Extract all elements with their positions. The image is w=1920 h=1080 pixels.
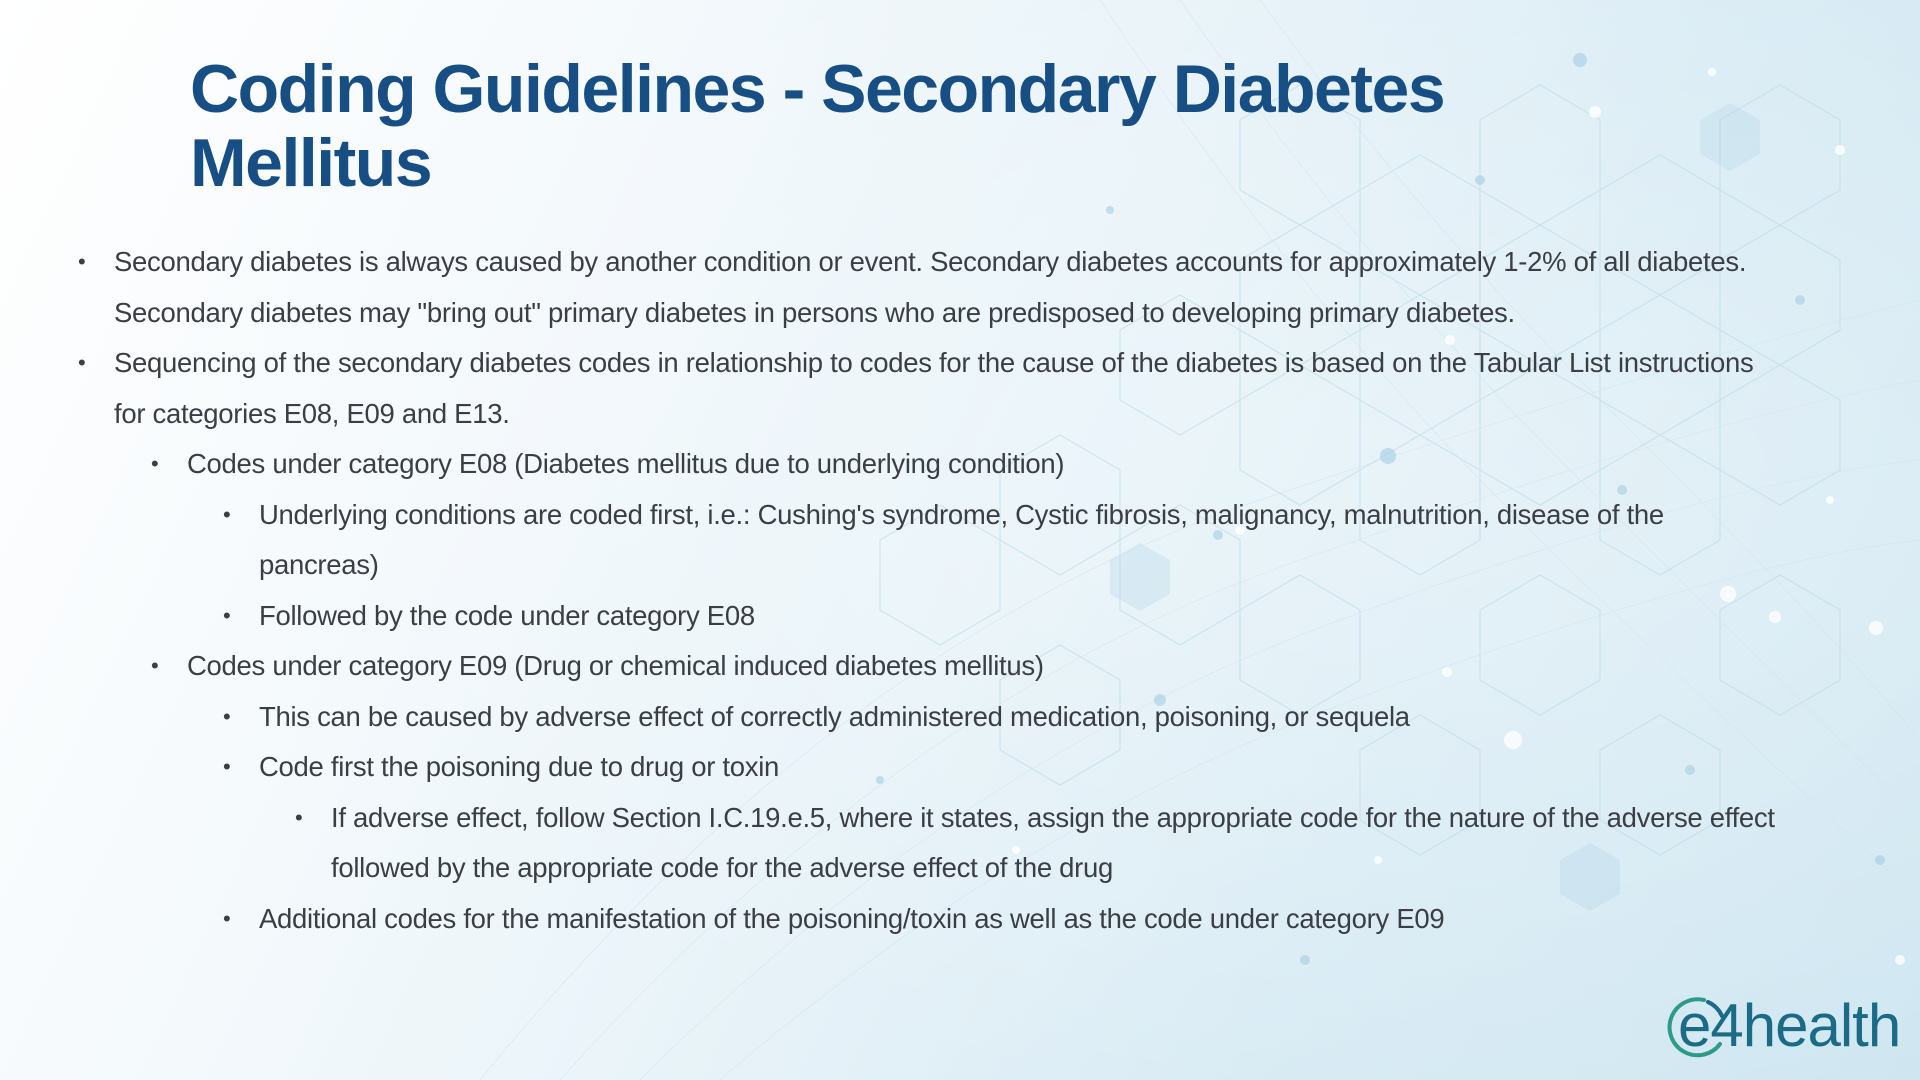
bullet-list — [0, 237, 1840, 944]
list-item-text: Sequencing of the secondary diabetes codes in relationship to codes for the cause of the diabetes is based on the Tabular List instructions for categories E08, E09 and E13. — [114, 347, 1754, 429]
list-item — [78, 237, 1790, 338]
list-item-text: If adverse effect, follow Section I.C.19.e.5, where it states, assign the appropriate code for the nature of the adverse effect followed by the appropriate code for the adverse effect of the drug — [331, 801, 1775, 883]
list-item — [151, 439, 1790, 490]
list-item-text: Underlying conditions are coded first, i.e.: Cushing's syndrome, Cystic fibrosis, malignancy, malnutrition, disease of the pancreas) — [259, 498, 1664, 580]
e4health-logo — [1664, 990, 1900, 1066]
list-item-text: Code first the poisoning due to drug or toxin — [259, 751, 780, 782]
list-item-text: This can be caused by adverse effect of correctly administered medication, poisoning, or sequela — [259, 700, 1410, 732]
list-item — [223, 591, 1790, 642]
list-item — [223, 692, 1790, 743]
list-item — [295, 793, 1790, 894]
bullet-marker: • — [223, 905, 231, 931]
list-item-text: Codes under category E09 (Drug or chemical induced diabetes mellitus) — [187, 650, 1044, 681]
list-item — [223, 742, 1790, 793]
bullet-marker: • — [78, 350, 86, 375]
bullet-marker: • — [295, 804, 303, 830]
list-item — [223, 894, 1790, 945]
bullet-marker: • — [223, 754, 231, 779]
bullet-marker: • — [223, 602, 231, 628]
bullet-marker: • — [223, 501, 231, 527]
bullet-marker: • — [223, 703, 231, 729]
bullet-marker: • — [151, 451, 159, 476]
list-item-text: Additional codes for the manifestation of the poisoning/toxin as well as the code under category E09 — [259, 902, 1445, 934]
list-item-text: Codes under category E08 (Diabetes mellitus due to underlying condition) — [187, 448, 1065, 479]
list-item-text: Secondary diabetes is always caused by another condition or event. Secondary diabetes accounts for approximately 1-2% of all diabetes. Secondary diabetes may "bring out" primary diabetes in persons who are predisposed to developing primary diabetes. — [114, 246, 1747, 328]
list-item — [78, 338, 1790, 439]
list-item-text: Followed by the code under category E08 — [259, 599, 755, 631]
slide-title: Coding Guidelines - Secondary Diabetes Mellitus — [190, 51, 1445, 201]
bullet-marker: • — [78, 249, 86, 274]
bullet-marker: • — [151, 653, 159, 678]
list-item — [151, 641, 1790, 692]
logo-text: e4health — [1678, 992, 1901, 1059]
list-item — [223, 490, 1790, 591]
